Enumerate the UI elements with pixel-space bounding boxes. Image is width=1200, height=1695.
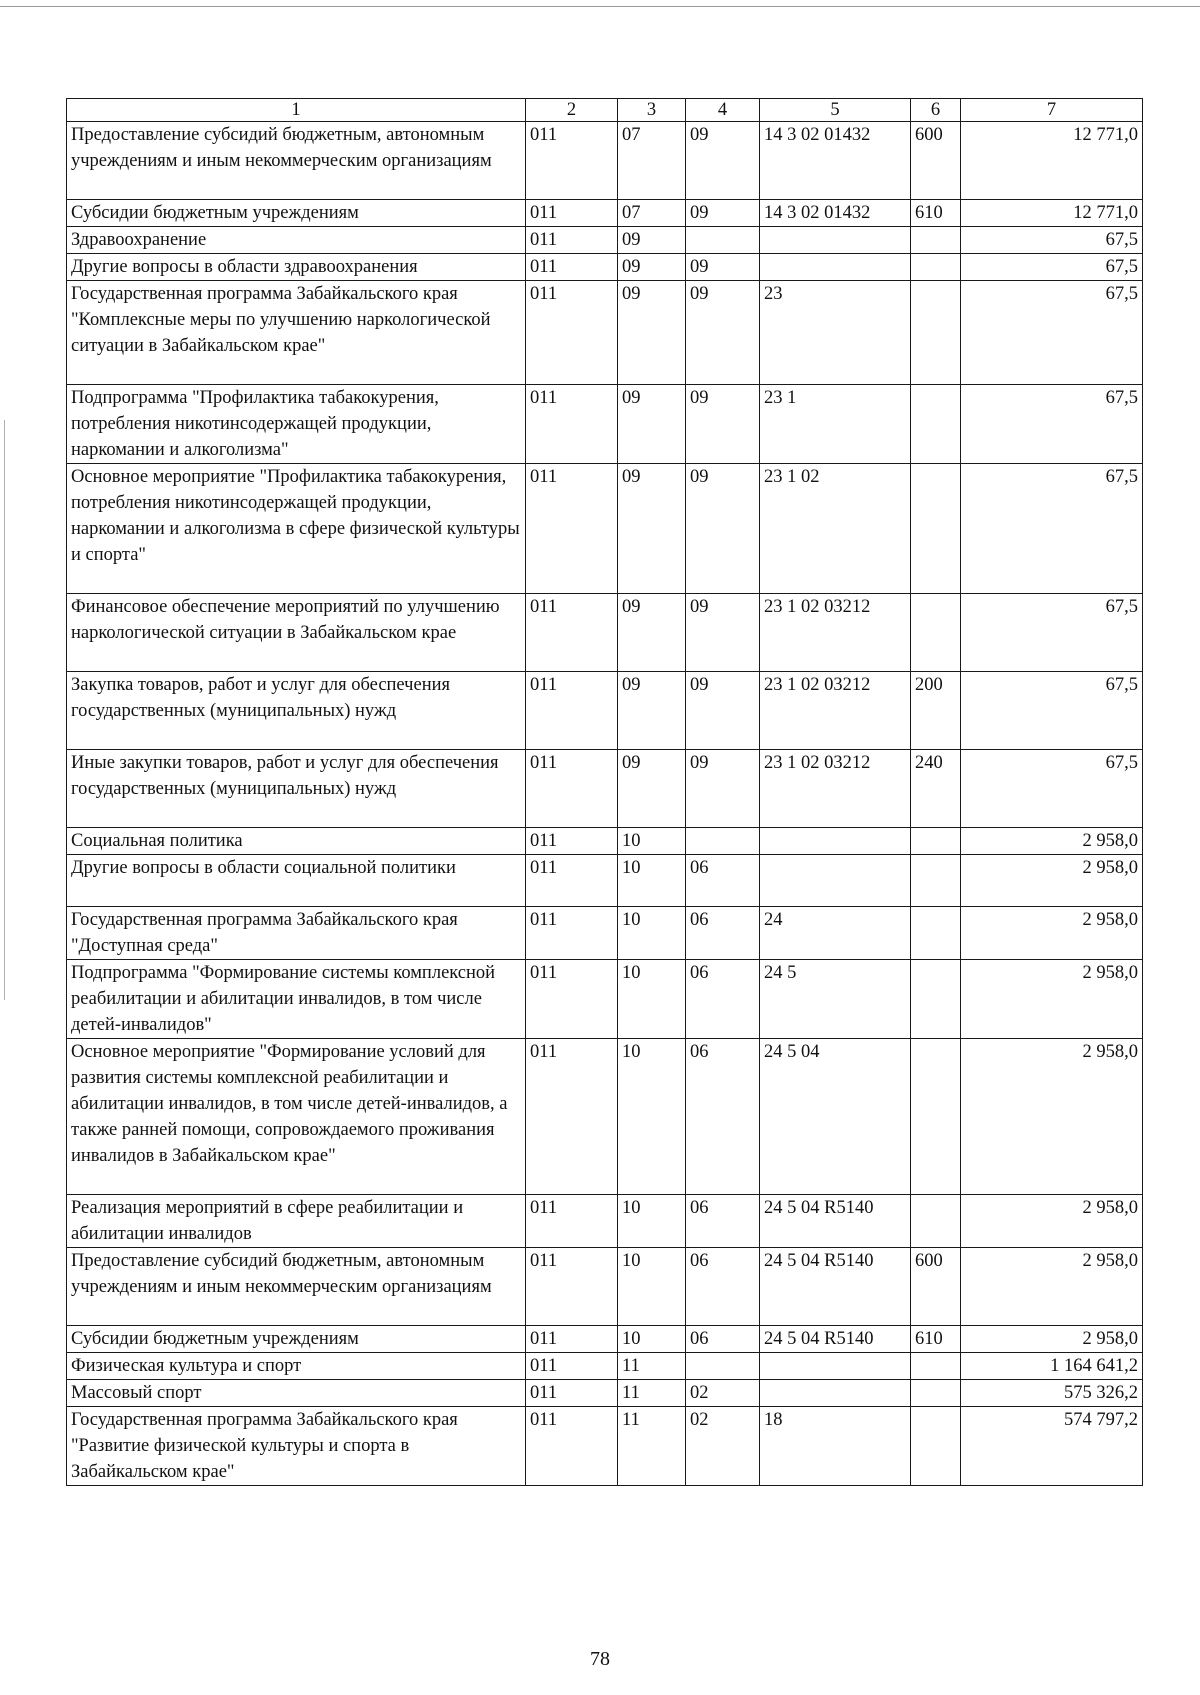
cell-expense-type [911, 1039, 961, 1195]
cell-amount: 67,5 [961, 750, 1143, 828]
cell-expense-type: 610 [911, 200, 961, 227]
cell-subsection [686, 1353, 760, 1380]
table-header-row [67, 99, 1143, 122]
cell-target-article: 24 5 04 R5140 [760, 1326, 911, 1353]
cell-amount: 1 164 641,2 [961, 1353, 1143, 1380]
cell-ministry: 011 [526, 1248, 618, 1326]
cell-amount: 12 771,0 [961, 200, 1143, 227]
cell-target-article: 23 1 [760, 385, 911, 464]
header-cell-7: 7 [961, 99, 1143, 122]
page-number: 78 [590, 1648, 610, 1670]
cell-target-article: 24 [760, 907, 911, 960]
table-row [67, 907, 1143, 960]
cell-section: 07 [618, 200, 686, 227]
cell-subsection: 09 [686, 594, 760, 672]
cell-section: 10 [618, 960, 686, 1039]
table-row [67, 1039, 1143, 1195]
header-cell-4: 4 [686, 99, 760, 122]
cell-expense-type [911, 227, 961, 254]
cell-subsection [686, 227, 760, 254]
cell-ministry: 011 [526, 960, 618, 1039]
cell-subsection: 02 [686, 1380, 760, 1407]
cell-subsection: 02 [686, 1407, 760, 1486]
table-row [67, 594, 1143, 672]
row-name: Финансовое обеспечение мероприятий по улучшению наркологической ситуации в Забайкальском крае [67, 594, 526, 672]
header-cell-5: 5 [760, 99, 911, 122]
cell-subsection [686, 828, 760, 855]
cell-expense-type [911, 254, 961, 281]
table-row [67, 281, 1143, 385]
row-name: Другие вопросы в области социальной политики [67, 855, 526, 907]
row-name: Физическая культура и спорт [67, 1353, 526, 1380]
cell-expense-type [911, 828, 961, 855]
cell-subsection: 09 [686, 281, 760, 385]
cell-subsection: 06 [686, 960, 760, 1039]
cell-expense-type: 200 [911, 672, 961, 750]
cell-amount: 2 958,0 [961, 1248, 1143, 1326]
cell-ministry: 011 [526, 594, 618, 672]
cell-target-article [760, 227, 911, 254]
cell-amount: 67,5 [961, 254, 1143, 281]
table-row [67, 227, 1143, 254]
cell-target-article: 23 1 02 03212 [760, 672, 911, 750]
cell-amount: 67,5 [961, 281, 1143, 385]
cell-section: 10 [618, 1248, 686, 1326]
cell-subsection: 09 [686, 254, 760, 281]
scan-edge-left [4, 420, 5, 1000]
cell-expense-type [911, 281, 961, 385]
cell-amount: 67,5 [961, 672, 1143, 750]
row-name: Подпрограмма "Профилактика табакокурения, потребления никотинсодержащей продукции, наркомании и алкоголизма" [67, 385, 526, 464]
cell-amount: 12 771,0 [961, 122, 1143, 200]
header-cell-3: 3 [618, 99, 686, 122]
cell-target-article [760, 254, 911, 281]
cell-ministry: 011 [526, 1039, 618, 1195]
row-name: Основное мероприятие "Формирование условий для развития системы комплексной реабилитации и абилитации инвалидов, в том числе детей-инвалидов, а также ранней помощи, сопровождаемого проживания инвалидов в Забайкальском крае" [67, 1039, 526, 1195]
cell-section: 09 [618, 594, 686, 672]
cell-subsection: 09 [686, 464, 760, 594]
cell-section: 09 [618, 464, 686, 594]
table-row [67, 960, 1143, 1039]
cell-section: 07 [618, 122, 686, 200]
cell-target-article: 24 5 [760, 960, 911, 1039]
cell-section: 10 [618, 907, 686, 960]
table-body [67, 122, 1143, 1486]
cell-expense-type [911, 907, 961, 960]
cell-ministry: 011 [526, 1353, 618, 1380]
cell-amount: 2 958,0 [961, 855, 1143, 907]
cell-expense-type [911, 1407, 961, 1486]
row-name: Предоставление субсидий бюджетным, автономным учреждениям и иным некоммерческим организациям [67, 1248, 526, 1326]
cell-section: 10 [618, 1326, 686, 1353]
cell-target-article: 23 1 02 03212 [760, 750, 911, 828]
table-row [67, 1380, 1143, 1407]
table-row [67, 855, 1143, 907]
cell-section: 09 [618, 254, 686, 281]
cell-amount: 67,5 [961, 594, 1143, 672]
cell-ministry: 011 [526, 828, 618, 855]
cell-amount: 67,5 [961, 385, 1143, 464]
cell-target-article: 18 [760, 1407, 911, 1486]
table-row [67, 1407, 1143, 1486]
row-name: Субсидии бюджетным учреждениям [67, 200, 526, 227]
cell-subsection: 06 [686, 1195, 760, 1248]
cell-target-article: 24 5 04 [760, 1039, 911, 1195]
row-name: Предоставление субсидий бюджетным, автономным учреждениям и иным некоммерческим организациям [67, 122, 526, 200]
cell-subsection: 06 [686, 1326, 760, 1353]
row-name: Массовый спорт [67, 1380, 526, 1407]
cell-subsection: 09 [686, 122, 760, 200]
table-row [67, 200, 1143, 227]
cell-ministry: 011 [526, 672, 618, 750]
table-row [67, 828, 1143, 855]
cell-expense-type [911, 1195, 961, 1248]
cell-section: 10 [618, 1195, 686, 1248]
table-row [67, 1248, 1143, 1326]
cell-section: 11 [618, 1353, 686, 1380]
cell-ministry: 011 [526, 227, 618, 254]
cell-target-article [760, 1353, 911, 1380]
budget-table [66, 98, 1143, 1486]
cell-subsection: 06 [686, 855, 760, 907]
cell-expense-type [911, 855, 961, 907]
row-name: Социальная политика [67, 828, 526, 855]
cell-section: 10 [618, 828, 686, 855]
cell-subsection: 09 [686, 200, 760, 227]
table-row [67, 1195, 1143, 1248]
cell-section: 09 [618, 281, 686, 385]
cell-target-article: 23 1 02 [760, 464, 911, 594]
table-row [67, 750, 1143, 828]
cell-ministry: 011 [526, 1195, 618, 1248]
cell-subsection: 06 [686, 1039, 760, 1195]
cell-ministry: 011 [526, 122, 618, 200]
cell-target-article: 14 3 02 01432 [760, 122, 911, 200]
cell-expense-type [911, 1380, 961, 1407]
cell-ministry: 011 [526, 200, 618, 227]
row-name: Здравоохранение [67, 227, 526, 254]
row-name: Субсидии бюджетным учреждениям [67, 1326, 526, 1353]
cell-subsection: 09 [686, 672, 760, 750]
cell-amount: 2 958,0 [961, 1039, 1143, 1195]
table-row [67, 254, 1143, 281]
cell-ministry: 011 [526, 1407, 618, 1486]
row-name: Другие вопросы в области здравоохранения [67, 254, 526, 281]
cell-section: 11 [618, 1407, 686, 1486]
cell-target-article: 23 1 02 03212 [760, 594, 911, 672]
cell-section: 11 [618, 1380, 686, 1407]
cell-target-article: 24 5 04 R5140 [760, 1195, 911, 1248]
cell-amount: 574 797,2 [961, 1407, 1143, 1486]
cell-amount: 575 326,2 [961, 1380, 1143, 1407]
cell-ministry: 011 [526, 1380, 618, 1407]
cell-subsection: 06 [686, 907, 760, 960]
cell-ministry: 011 [526, 385, 618, 464]
cell-target-article: 24 5 04 R5140 [760, 1248, 911, 1326]
cell-ministry: 011 [526, 1326, 618, 1353]
cell-expense-type [911, 594, 961, 672]
scan-edge-top [0, 6, 1200, 7]
cell-ministry: 011 [526, 855, 618, 907]
cell-amount: 2 958,0 [961, 1326, 1143, 1353]
cell-expense-type [911, 464, 961, 594]
row-name: Иные закупки товаров, работ и услуг для обеспечения государственных (муниципальных) нужд [67, 750, 526, 828]
table-row [67, 464, 1143, 594]
cell-subsection: 06 [686, 1248, 760, 1326]
cell-section: 09 [618, 385, 686, 464]
row-name: Государственная программа Забайкальского края "Развитие физической культуры и спорта в Забайкальском крае" [67, 1407, 526, 1486]
cell-ministry: 011 [526, 750, 618, 828]
cell-section: 09 [618, 750, 686, 828]
header-cell-6: 6 [911, 99, 961, 122]
cell-target-article [760, 855, 911, 907]
header-cell-2: 2 [526, 99, 618, 122]
table-row [67, 1326, 1143, 1353]
cell-amount: 2 958,0 [961, 1195, 1143, 1248]
cell-expense-type [911, 1353, 961, 1380]
cell-subsection: 09 [686, 750, 760, 828]
cell-amount: 67,5 [961, 464, 1143, 594]
table-row [67, 672, 1143, 750]
cell-section: 09 [618, 227, 686, 254]
row-name: Государственная программа Забайкальского края "Комплексные меры по улучшению наркологической ситуации в Забайкальском крае" [67, 281, 526, 385]
cell-amount: 2 958,0 [961, 907, 1143, 960]
cell-target-article: 23 [760, 281, 911, 385]
cell-target-article [760, 1380, 911, 1407]
cell-subsection: 09 [686, 385, 760, 464]
cell-expense-type: 610 [911, 1326, 961, 1353]
row-name: Подпрограмма "Формирование системы комплексной реабилитации и абилитации инвалидов, в том числе детей-инвалидов" [67, 960, 526, 1039]
cell-ministry: 011 [526, 464, 618, 594]
cell-ministry: 011 [526, 281, 618, 385]
row-name: Основное мероприятие "Профилактика табакокурения, потребления никотинсодержащей продукции, наркомании и алкоголизма в сфере физической культуры и спорта" [67, 464, 526, 594]
table-row [67, 122, 1143, 200]
header-cell-1: 1 [67, 99, 526, 122]
cell-expense-type [911, 960, 961, 1039]
cell-amount: 67,5 [961, 227, 1143, 254]
cell-expense-type: 600 [911, 122, 961, 200]
cell-section: 10 [618, 855, 686, 907]
cell-section: 10 [618, 1039, 686, 1195]
cell-target-article: 14 3 02 01432 [760, 200, 911, 227]
row-name: Закупка товаров, работ и услуг для обеспечения государственных (муниципальных) нужд [67, 672, 526, 750]
cell-section: 09 [618, 672, 686, 750]
cell-ministry: 011 [526, 254, 618, 281]
row-name: Реализация мероприятий в сфере реабилитации и абилитации инвалидов [67, 1195, 526, 1248]
cell-target-article [760, 828, 911, 855]
cell-expense-type [911, 385, 961, 464]
table-row [67, 385, 1143, 464]
cell-expense-type: 600 [911, 1248, 961, 1326]
cell-ministry: 011 [526, 907, 618, 960]
cell-expense-type: 240 [911, 750, 961, 828]
cell-amount: 2 958,0 [961, 960, 1143, 1039]
row-name: Государственная программа Забайкальского края "Доступная среда" [67, 907, 526, 960]
table-row [67, 1353, 1143, 1380]
cell-amount: 2 958,0 [961, 828, 1143, 855]
